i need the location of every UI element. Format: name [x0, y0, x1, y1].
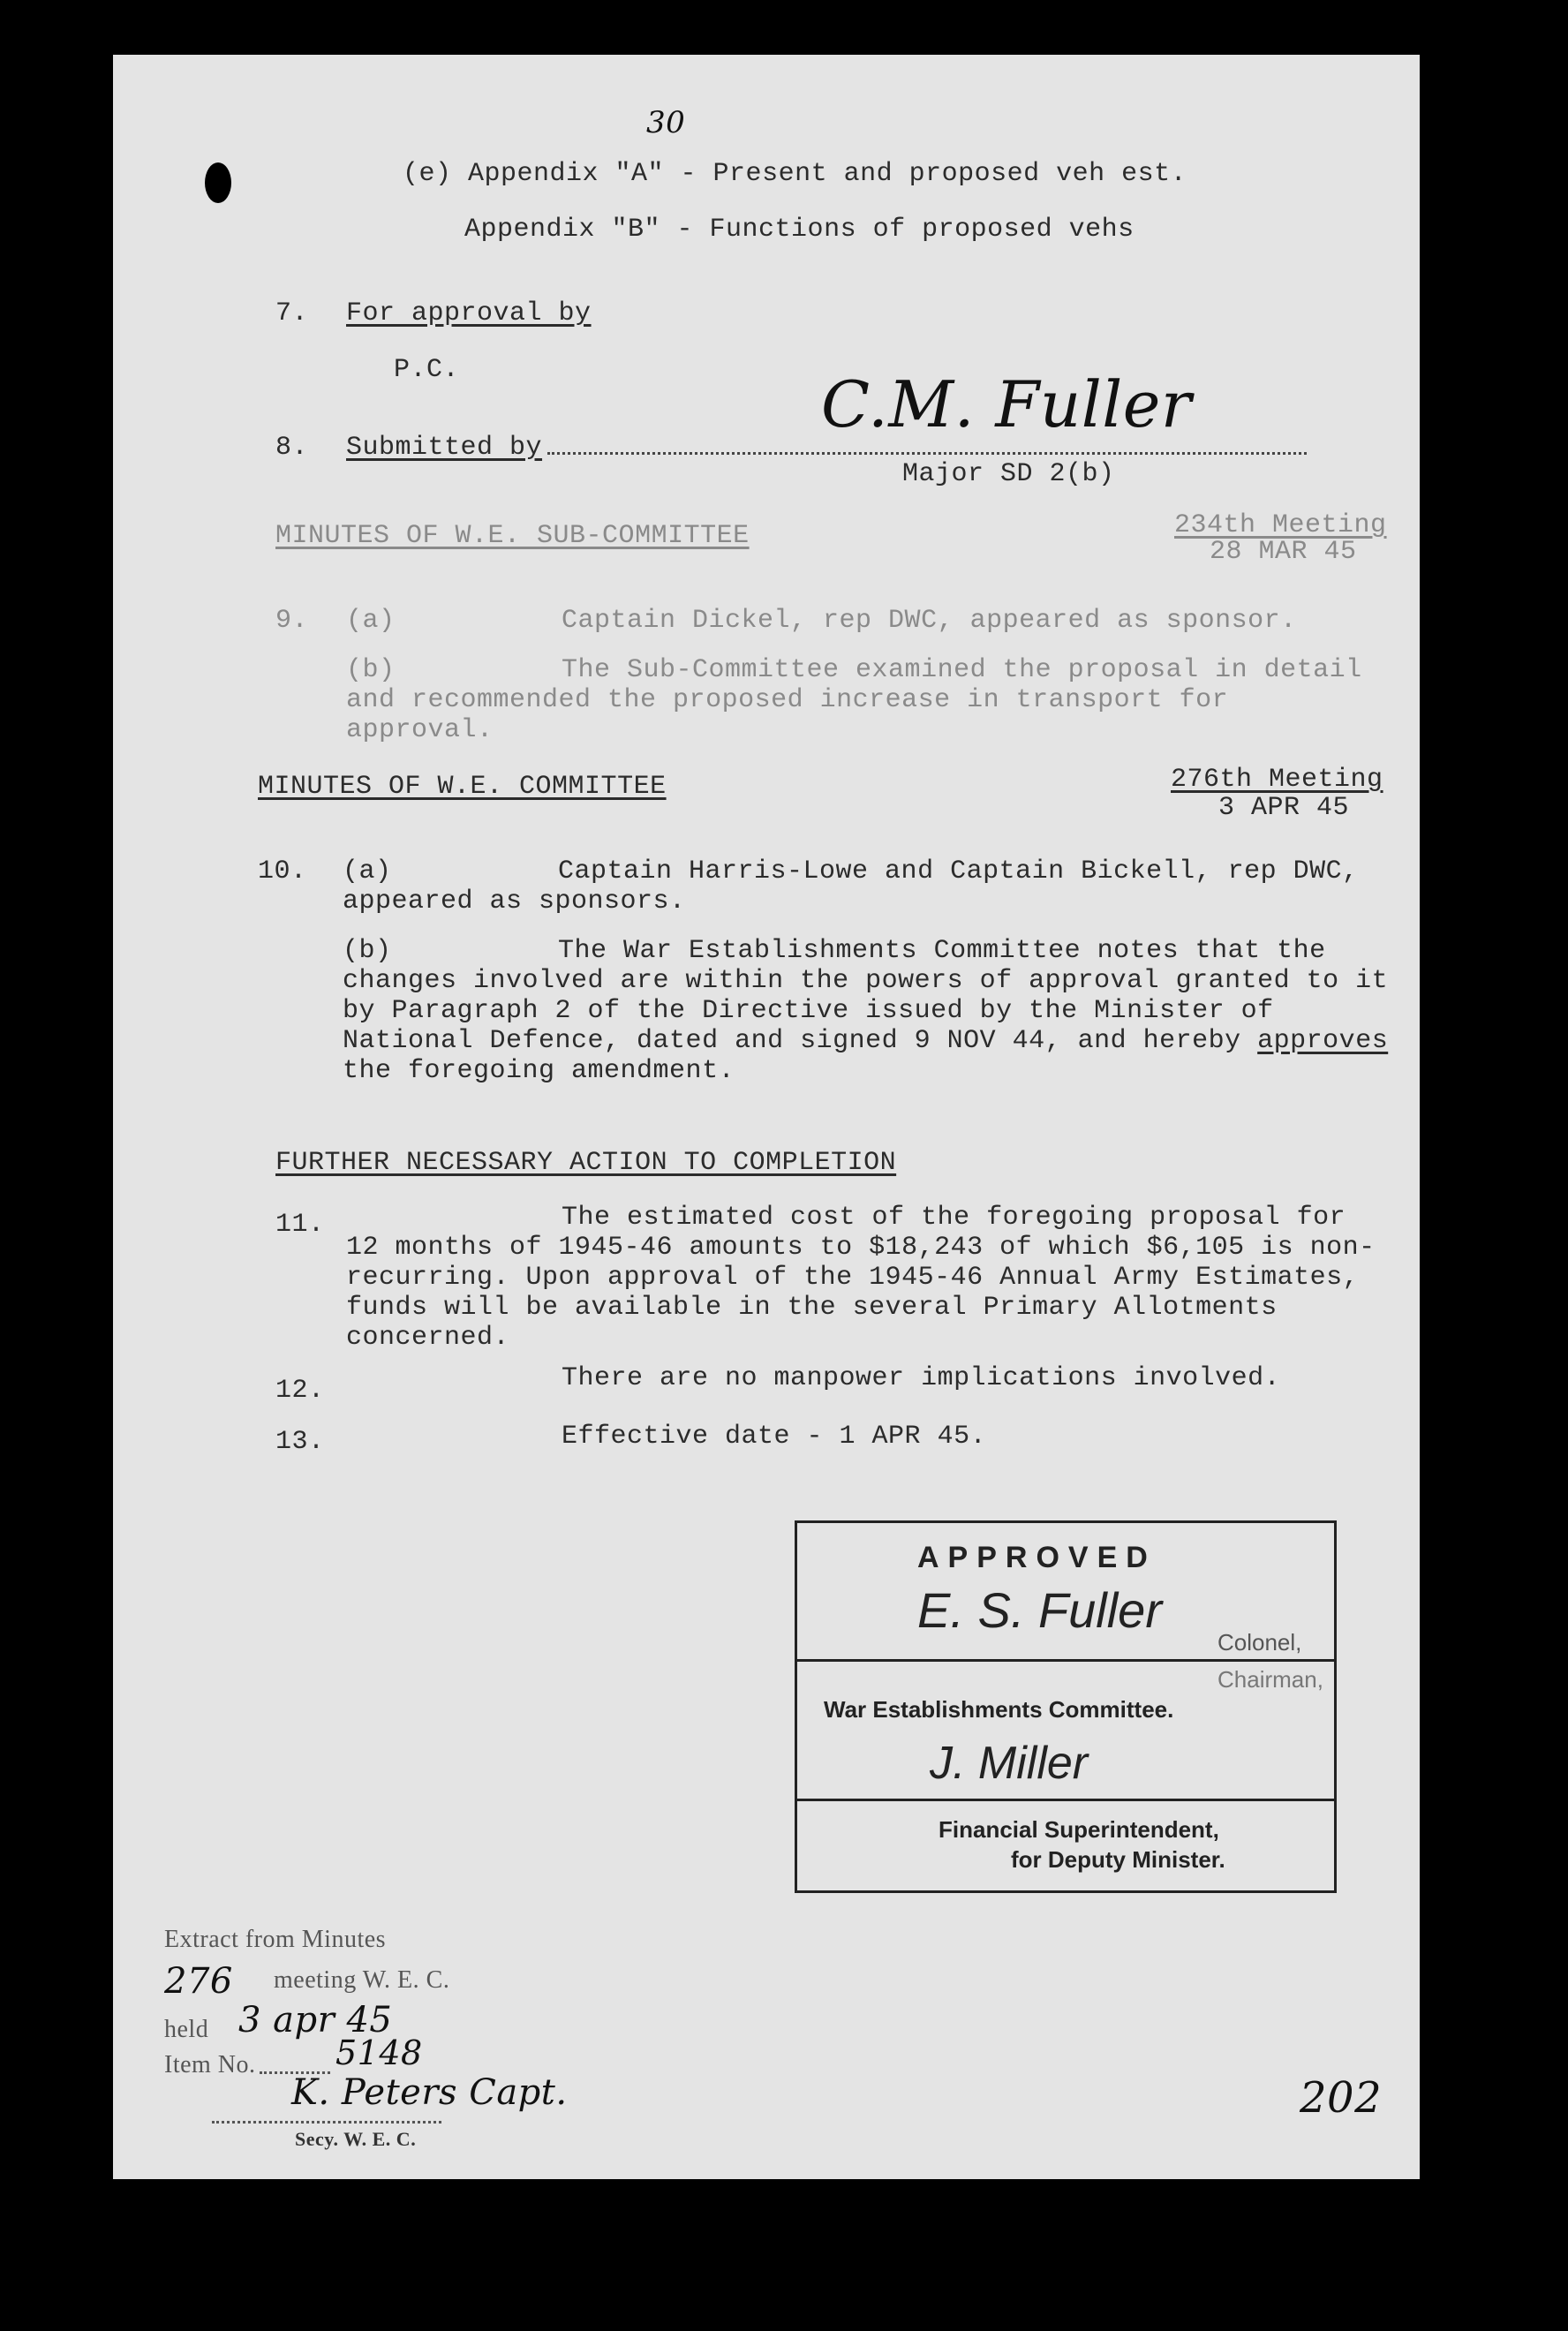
- stamp-deputy: for Deputy Minister.: [1011, 1846, 1225, 1873]
- item-10a-line2: appeared as sponsors.: [343, 886, 686, 917]
- item-11-line2: 12 months of 1945-46 amounts to $18,243 of which $6,105 is non-: [346, 1233, 1376, 1263]
- item-10b-line2: changes involved are within the powers of approval granted to it: [343, 966, 1389, 996]
- item-10a-line1: Captain Harris-Lowe and Captain Bickell, rep DWC,: [558, 856, 1359, 886]
- item-11-number: 11.: [275, 1210, 325, 1240]
- item-7-value: P.C.: [394, 355, 460, 385]
- item-10b-line3: by Paragraph 2 of the Directive issued by the Minister of: [343, 996, 1274, 1026]
- committee-meeting: 276th Meeting: [1171, 765, 1383, 795]
- stamp-colonel: Colonel,: [1217, 1629, 1302, 1656]
- folio-number: 202: [1300, 2073, 1383, 2123]
- page-number: 30: [646, 105, 686, 140]
- item-10b-letter: (b): [343, 936, 392, 966]
- item-12-number: 12.: [275, 1376, 325, 1406]
- item-10b-line1: The War Establishments Committee notes that the: [558, 936, 1326, 966]
- item-10b-line5: the foregoing amendment.: [343, 1056, 735, 1086]
- approval-stamp: [795, 1520, 1337, 1893]
- item-7-number: 7.: [275, 298, 309, 328]
- subcommittee-meeting: 234th Meeting: [1174, 510, 1387, 540]
- subcommittee-heading: MINUTES OF W.E. SUB-COMMITTEE: [275, 521, 750, 551]
- extract-item-label: Item No.: [164, 2051, 256, 2078]
- extract-item-dots: [260, 2052, 330, 2074]
- item-11-line4: funds will be available in the several Primary Allotments: [346, 1293, 1278, 1323]
- committee-heading: MINUTES OF W.E. COMMITTEE: [258, 772, 667, 802]
- subcommittee-date: 28 MAR 45: [1210, 537, 1357, 567]
- item-8-signature: C.M. Fuller: [821, 367, 1192, 441]
- item-7-label: For approval by: [346, 298, 592, 328]
- extract-held-label: held: [164, 2016, 209, 2043]
- item-9a-text: Captain Dickel, rep DWC, appeared as sponsor.: [562, 606, 1297, 636]
- item-10b-line4-text: National Defence, dated and signed 9 NOV 44, and hereby: [343, 1026, 1258, 1056]
- item-10-number: 10.: [258, 856, 307, 886]
- stamp-signature-2: J. Miller: [930, 1738, 1089, 1789]
- item-11-line1: The estimated cost of the foregoing proposal for: [562, 1203, 1346, 1233]
- extract-signature-dots: [212, 2101, 441, 2124]
- appendix-b-line: Appendix "B" - Functions of proposed vehs: [464, 215, 1135, 245]
- approves-word: approves: [1257, 1026, 1389, 1056]
- extract-meeting-number: 276: [164, 1961, 233, 2002]
- item-8-label: Submitted by: [346, 433, 543, 463]
- item-10a-letter: (a): [343, 856, 392, 886]
- item-13-number: 13.: [275, 1427, 325, 1457]
- extract-title: Extract from Minutes: [164, 1926, 387, 1953]
- punch-hole: [205, 162, 231, 203]
- item-12-text: There are no manpower implications involved.: [562, 1363, 1281, 1393]
- item-10b-line4: [343, 1026, 1388, 1056]
- item-11-line5: concerned.: [346, 1323, 510, 1353]
- committee-date: 3 APR 45: [1218, 793, 1350, 823]
- stamp-chairman: Chairman,: [1217, 1666, 1323, 1693]
- extract-held-value: 3 apr 45: [238, 2000, 393, 2041]
- item-13-text: Effective date - 1 APR 45.: [562, 1422, 987, 1452]
- item-9b-line2: and recommended the proposed increase in transport for: [346, 685, 1229, 715]
- stamp-divider-1: [797, 1659, 1334, 1662]
- item-9a-letter: (a): [346, 606, 396, 636]
- stamp-divider-2: [797, 1799, 1334, 1801]
- extract-secretary-label: Secy. W. E. C.: [295, 2128, 417, 2150]
- stamp-committee: War Establishments Committee.: [824, 1696, 1174, 1723]
- extract-item-value: 5148: [335, 2033, 423, 2072]
- stamp-signature-1: E. S. Fuller: [917, 1582, 1162, 1638]
- stamp-title: APPROVED: [917, 1541, 1157, 1574]
- item-8-title: Major SD 2(b): [902, 459, 1115, 489]
- item-11-line3: recurring. Upon approval of the 1945-46 Annual Army Estimates,: [346, 1263, 1360, 1293]
- further-heading: FURTHER NECESSARY ACTION TO COMPLETION: [275, 1148, 897, 1178]
- item-9b-line1: The Sub-Committee examined the proposal in detail: [562, 655, 1362, 685]
- item-9b-letter: (b): [346, 655, 396, 685]
- extract-signature: K. Peters Capt.: [291, 2072, 568, 2113]
- extract-meeting-label: meeting W. E. C.: [274, 1966, 450, 1994]
- item-9b-line3: approval.: [346, 715, 494, 745]
- item-8-number: 8.: [275, 433, 309, 463]
- item-9-number: 9.: [275, 606, 309, 636]
- appendix-a-line: (e) Appendix "A" - Present and proposed veh est.: [403, 159, 1187, 189]
- stamp-financial: Financial Superintendent,: [939, 1816, 1219, 1843]
